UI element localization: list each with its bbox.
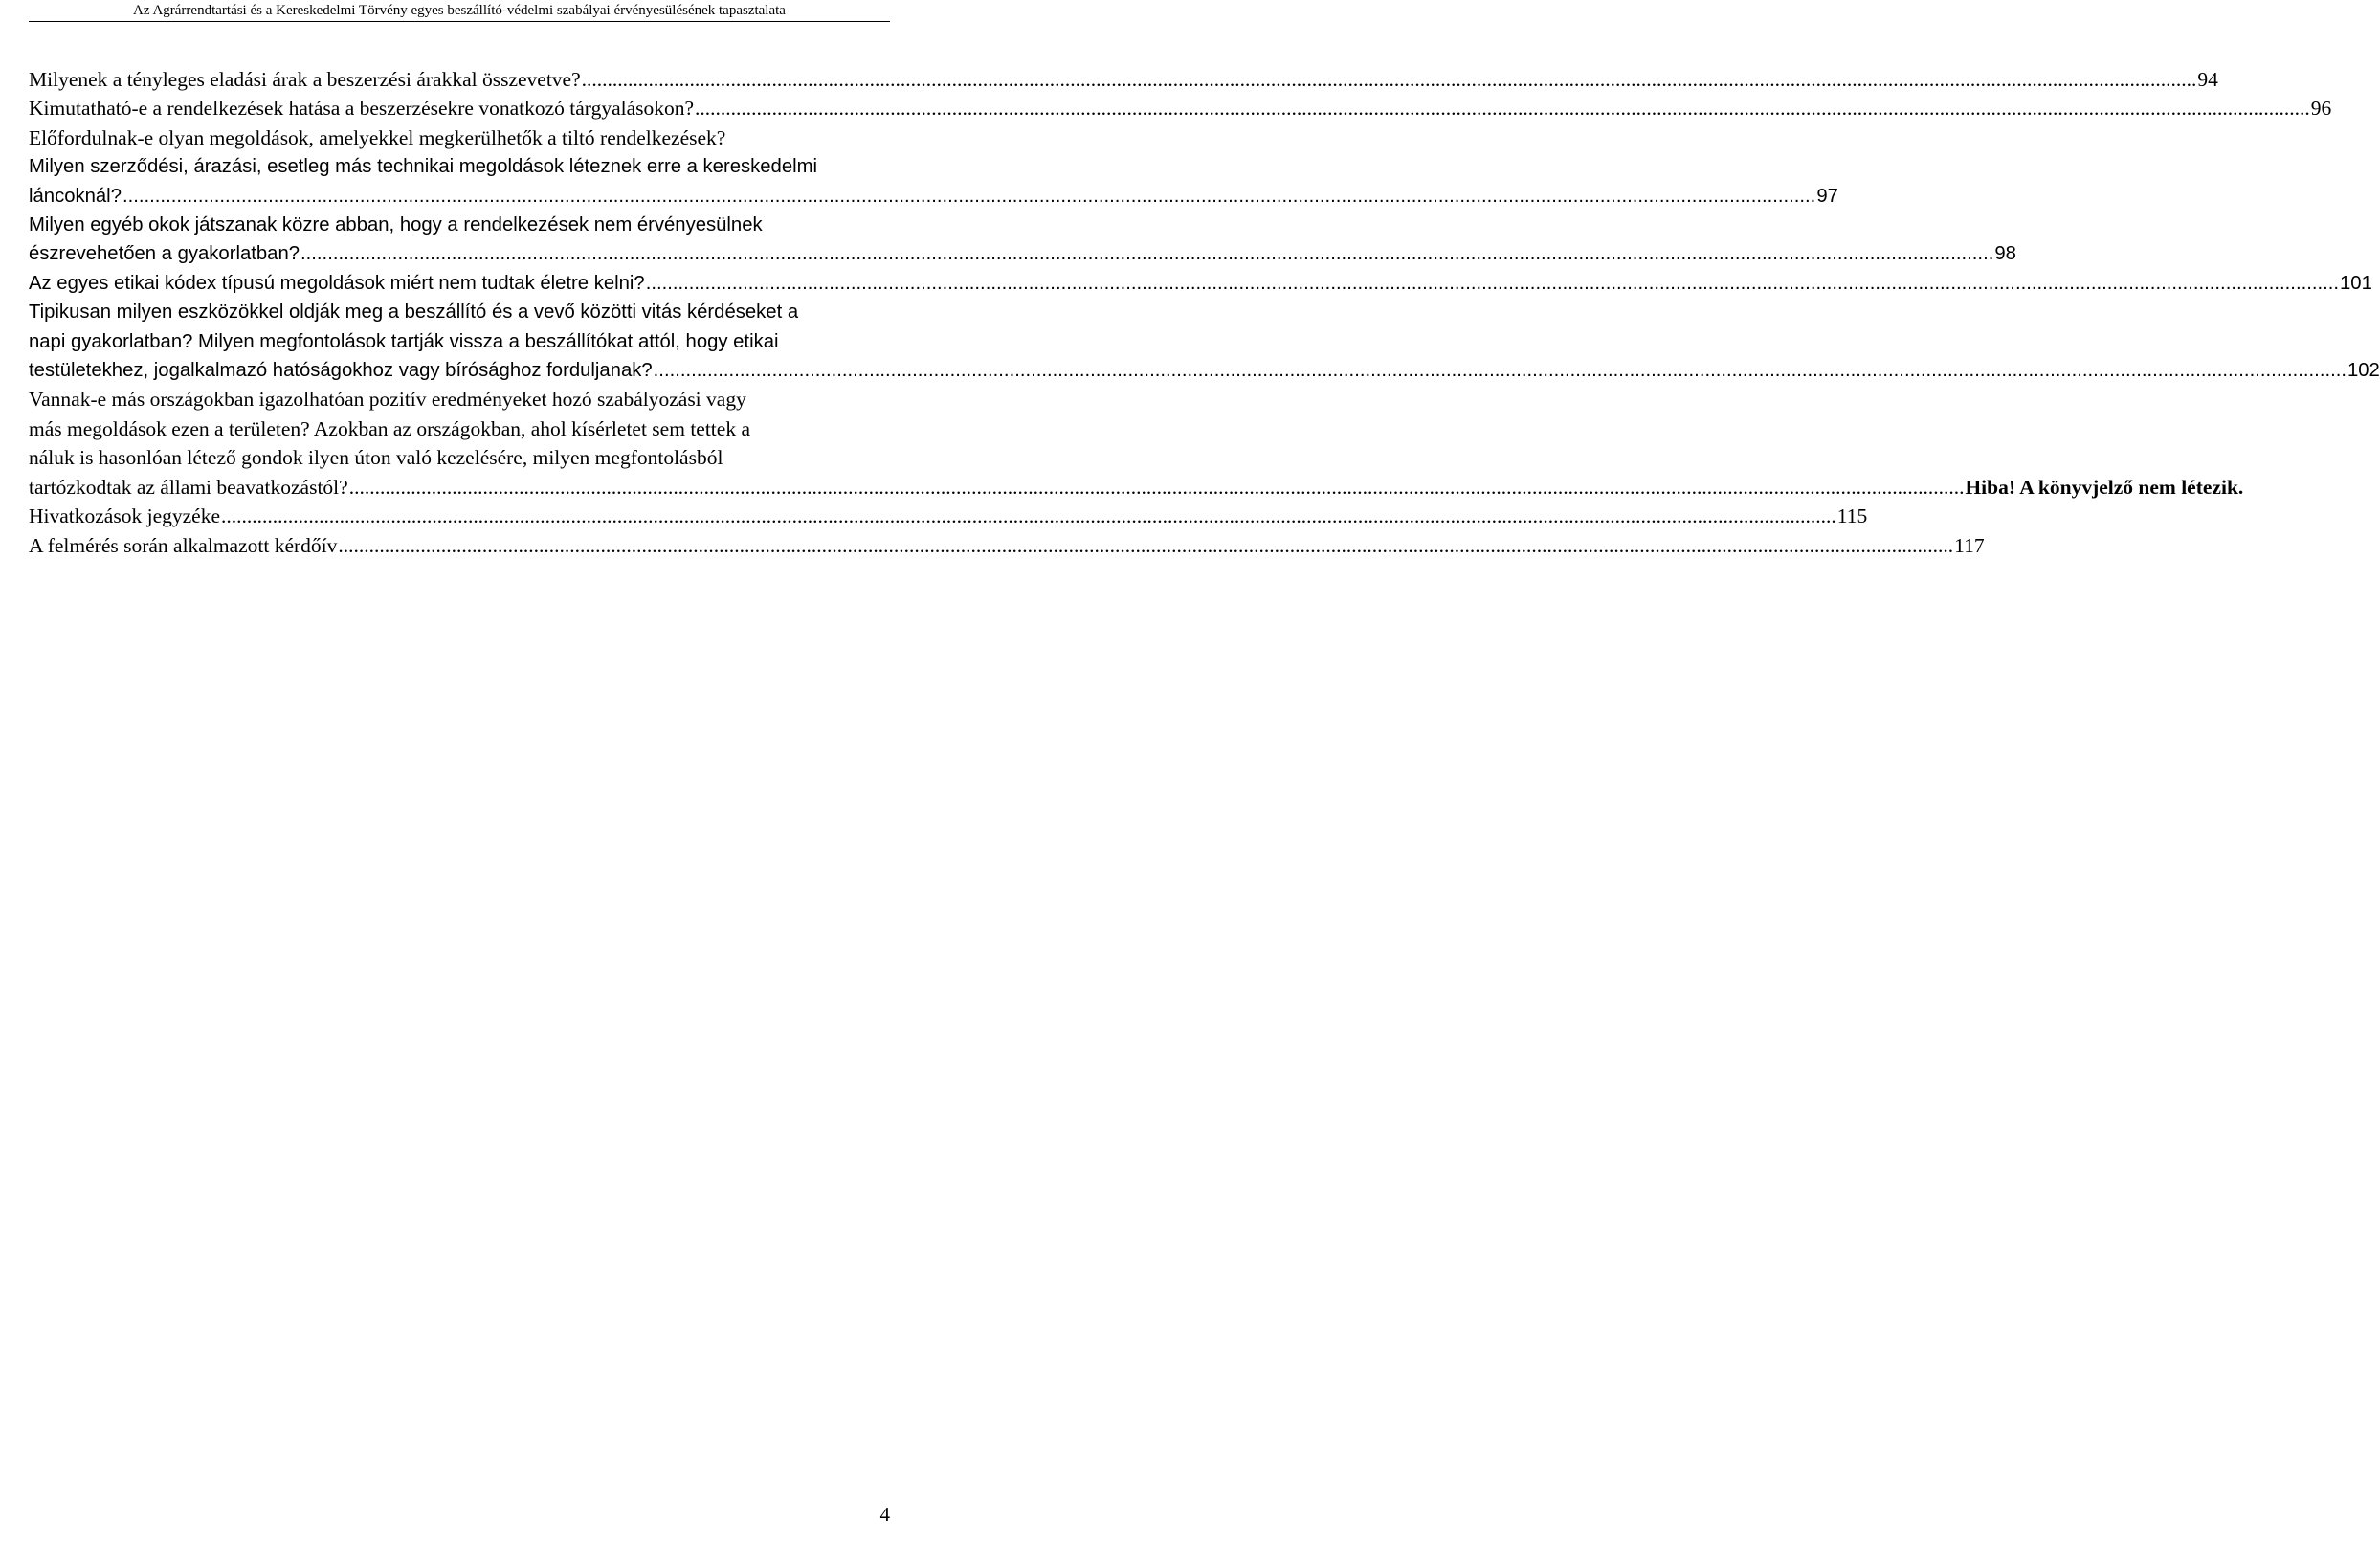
toc-page-number: 117 [1954,533,1985,557]
toc-page-number: 101 [2340,272,2372,294]
header-rule [29,21,890,22]
bookmark-error-text: Hiba! A könyvjelző nem létezik. [1965,475,2244,499]
toc-page-number: 97 [1816,185,1838,207]
toc-entry-title: Kimutatható-e a rendelkezések hatása a beszerzésekre vonatkozó tárgyalásokon? [29,97,695,121]
page-number: 4 [879,1503,890,1526]
toc-entry-title-line: Milyen szerződési, árazási, esetleg más technikai megoldások léteznek erre a kereskedelmi [29,156,818,178]
toc-entry-title-line: Előfordulnak-e olyan megoldások, amelyekkel megkerülhetők a tiltó rendelkezések? [29,125,726,149]
toc-entry-line [29,531,1985,560]
toc-entry-title: Az egyes etikai kódex típusú megoldások miért nem tudtak életre kelni? [29,272,645,294]
dot-leader: .......................................................................................................................................................................................................................................................................................................................... [645,272,2340,294]
toc-entry[interactable] [29,269,2372,298]
toc-entry-title-line: Milyen egyéb okok játszanak közre abban, hogy a rendelkezések nem érvényesülnek [29,214,763,236]
toc-entry[interactable] [29,65,2218,94]
toc-entry[interactable] [29,298,2380,385]
toc-entry[interactable] [29,385,2244,502]
toc-page-number: 94 [2197,68,2218,91]
toc-entry-title-line: Vannak-e más országokban igazolhatóan pozitív eredményeket hozó szabályozási vagy [29,388,746,412]
toc-entry-line [29,94,2332,123]
toc-page-number: 115 [1836,504,1868,528]
toc-entry-title: Hivatkozások jegyzéke [29,504,220,528]
toc-entry[interactable] [29,123,1838,211]
dot-leader: .......................................................................................................................................................................................................................................................................................................................... [653,360,2347,382]
toc-entry-line [29,269,2372,298]
toc-entry[interactable] [29,502,1868,530]
dot-leader: .......................................................................................................................................................................................................................................................................................................................... [221,504,1836,528]
toc-entry-title: láncoknál? [29,185,122,207]
toc-entry-line [29,356,2380,385]
dot-leader: .......................................................................................................................................................................................................................................................................................................................... [581,68,2197,91]
dot-leader: .......................................................................................................................................................................................................................................................................................................................... [122,185,1816,207]
toc-entry-line [29,473,2244,502]
toc-entry-line [29,502,1868,530]
toc-entry-title: tartózkodtak az állami beavatkozástól? [29,475,348,499]
toc-entry-title-line: náluk is hasonlóan létező gondok ilyen úton való kezelésére, milyen megfontolásból [29,446,723,470]
dot-leader: .......................................................................................................................................................................................................................................................................................................................... [348,475,1965,499]
toc-entry-title-line: Tipikusan milyen eszközökkel oldják meg a beszállító és a vevő közötti vitás kérdéseket a [29,302,799,324]
toc-page-number: 102 [2347,360,2380,382]
toc-entry[interactable] [29,531,1985,560]
toc-entry-title: észrevehetően a gyakorlatban? [29,243,300,265]
toc-entry-line [29,65,2218,94]
toc-entry-title: Milyenek a tényleges eladási árak a beszerzési árakkal összevetve? [29,68,581,91]
toc-page-number: 98 [1994,243,2016,265]
toc-entry-title: testületekhez, jogalkalmazó hatóságokhoz vagy bírósághoz forduljanak? [29,360,653,382]
dot-leader: .......................................................................................................................................................................................................................................................................................................................... [300,243,1994,265]
toc-entry-title: A felmérés során alkalmazott kérdőív [29,533,338,557]
toc-entry[interactable] [29,94,2332,123]
toc-page-number: 96 [2310,97,2332,121]
toc-entry-title-line: más megoldások ezen a területen? Azokban az országokban, ahol kísérletet sem tettek a [29,416,750,440]
table-of-contents [29,65,2380,560]
toc-entry-line [29,239,2016,268]
toc-entry-line [29,182,1838,211]
dot-leader: .......................................................................................................................................................................................................................................................................................................................... [695,97,2310,121]
running-header: Az Agrárrendtartási és a Kereskedelmi Törvény egyes beszállító-védelmi szabályai érvényesülésének tapasztalata [133,3,786,18]
dot-leader: .......................................................................................................................................................................................................................................................................................................................... [338,533,1954,557]
toc-entry-title-line: napi gyakorlatban? Milyen megfontolások tartják vissza a beszállítókat attól, hogy etikai [29,330,779,352]
toc-entry[interactable] [29,211,2016,269]
